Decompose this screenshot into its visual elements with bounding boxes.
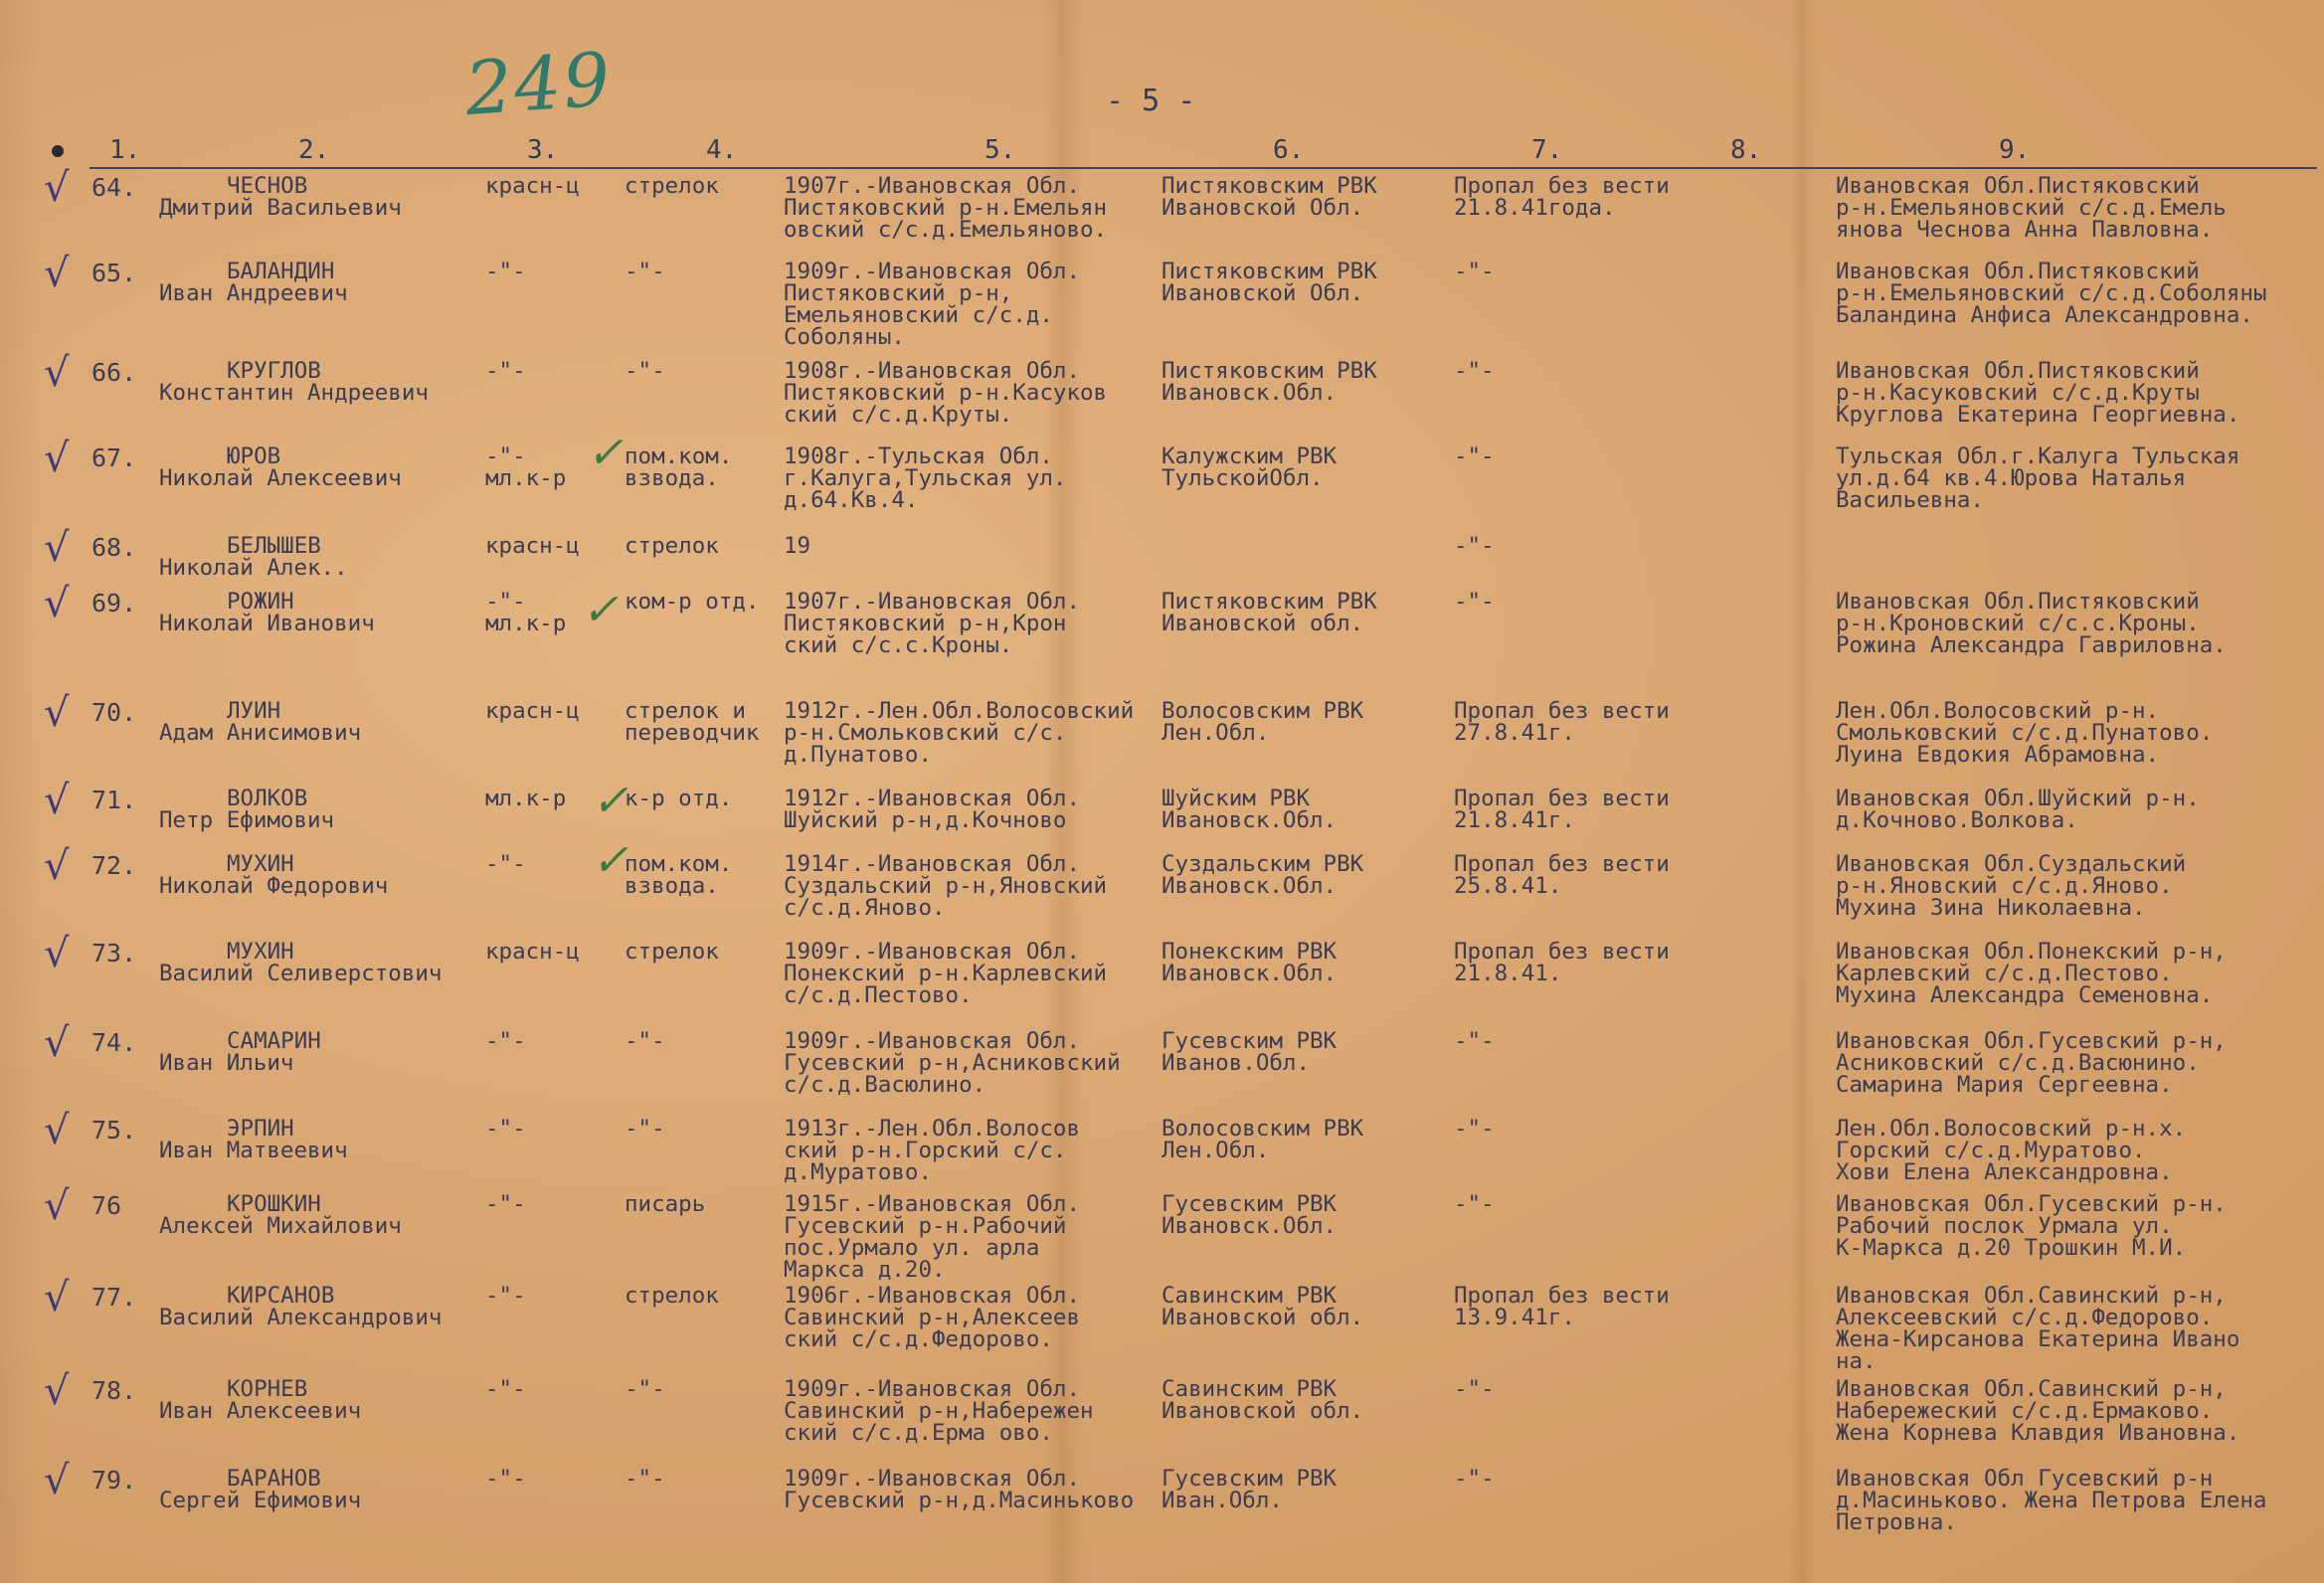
record-name xyxy=(159,941,442,984)
record-draft-office: Понекским РВК Ивановск.Обл. xyxy=(1162,939,1338,986)
handwritten-check-mark: √ xyxy=(44,1108,70,1153)
record-position: стрелок xyxy=(625,1283,719,1309)
record-name xyxy=(159,175,402,219)
record-position: ком-р отд. xyxy=(625,589,760,615)
record-given-names: Николай Алек.. xyxy=(159,555,348,581)
record-rank: красн-ц xyxy=(485,939,580,965)
record-rank: -"- мл.к-р xyxy=(485,589,567,636)
record-row xyxy=(0,1275,2324,1374)
record-rank: красн-ц xyxy=(485,533,580,559)
record-row xyxy=(0,1108,2324,1197)
record-fate: Пропал без вести 25.8.41. xyxy=(1454,851,1670,899)
record-number: 66. xyxy=(91,358,137,387)
col-header-7: 7. xyxy=(1531,135,1563,165)
record-given-names: Николай Иванович xyxy=(159,611,375,636)
record-birth-place: 1907г.-Ивановская Обл. Пистяковский р-н,Крон ский с/с.с.Кроны. xyxy=(784,589,1081,658)
record-name xyxy=(159,1118,348,1161)
record-rank: -"- xyxy=(485,1283,526,1309)
record-name xyxy=(159,1285,442,1328)
record-name xyxy=(159,853,388,897)
record-row xyxy=(0,1020,2324,1110)
handwritten-check-mark: √ xyxy=(44,165,70,211)
record-given-names: Иван Андреевич xyxy=(159,280,348,306)
record-birth-place: 1907г.-Ивановская Обл. Пистяковский р-н.Емельян овский с/с.д.Емельяново. xyxy=(784,173,1108,243)
record-number: 70. xyxy=(91,698,137,727)
record-given-names: Николай Алексеевич xyxy=(159,465,402,491)
record-surname: КРУГЛОВ xyxy=(227,358,321,384)
record-birth-place: 1912г.-Ивановская Обл. Шуйский р-н,д.Кочново xyxy=(784,786,1081,833)
record-position: -"- xyxy=(625,1466,665,1492)
record-fate: -"- xyxy=(1454,533,1495,559)
record-position: стрелок и переводчик xyxy=(625,698,760,746)
record-number: 64. xyxy=(91,173,137,202)
record-position: -"- xyxy=(625,1028,665,1054)
record-row xyxy=(0,251,2324,350)
col-header-5: 5. xyxy=(984,135,1016,165)
record-draft-office: Волосовским РВК Лен.Обл. xyxy=(1162,1116,1364,1163)
handwritten-check-mark: √ xyxy=(44,1368,70,1414)
record-name xyxy=(159,700,361,744)
handwritten-check-mark: √ xyxy=(44,778,70,823)
record-number: 72. xyxy=(91,851,137,880)
archive-handwritten-number: 249 xyxy=(462,36,616,133)
record-number: 71. xyxy=(91,786,137,814)
record-fate: Пропал без вести 21.8.41г. xyxy=(1454,786,1670,833)
record-surname: ЭРПИН xyxy=(227,1116,294,1142)
record-rank: -"- xyxy=(485,1028,526,1054)
record-birth-place: 1909г.-Ивановская Обл. Гусевский р-н,Асниковский с/с.д.Васюлино. xyxy=(784,1028,1121,1098)
record-given-names: Сергей Ефимович xyxy=(159,1488,362,1513)
record-fate: Пропал без вести 13.9.41г. xyxy=(1454,1283,1670,1330)
record-given-names: Адам Анисимович xyxy=(159,720,362,746)
column-header-row xyxy=(89,135,2317,169)
record-rank: -"- xyxy=(485,259,526,284)
record-birth-place: 1908г.-Ивановская Обл. Пистяковский р-н.Касуков ский с/с.д.Круты. xyxy=(784,358,1108,428)
record-birth-place: 1909г.-Ивановская Обл. Понекский р-н.Карлевский с/с.д.Пестово. xyxy=(784,939,1108,1008)
record-row xyxy=(0,165,2324,255)
record-row xyxy=(0,690,2324,780)
col-header-9: 9. xyxy=(1999,135,2031,165)
record-draft-office: Шуйским РВК Ивановск.Обл. xyxy=(1162,786,1338,833)
record-birth-place: 1909г.-Ивановская Обл. Гусевский р-н,д.Масиньково xyxy=(784,1466,1135,1513)
record-position: -"- xyxy=(625,1116,665,1142)
record-relatives: Ивановская Обл Гусевский р-н д.Масиньково. Жена Петрова Елена Петровна. xyxy=(1836,1466,2267,1535)
record-draft-office: Савинским РВК Ивановской обл. xyxy=(1162,1376,1364,1424)
record-position: стрелок xyxy=(625,173,719,199)
col-header-6: 6. xyxy=(1273,135,1305,165)
record-fate: -"- xyxy=(1454,358,1495,384)
handwritten-check-mark: √ xyxy=(44,1275,70,1320)
record-position: стрелок xyxy=(625,533,719,559)
record-draft-office: Пистяковским РВК Ивановской Обл. xyxy=(1162,173,1377,221)
record-name xyxy=(159,1193,402,1237)
record-birth-place: 19 xyxy=(784,533,811,559)
record-rank: -"- xyxy=(485,358,526,384)
record-row xyxy=(0,581,2324,670)
handwritten-check-mark: √ xyxy=(44,1458,70,1503)
record-relatives: Ивановская Обл.Понекский р-н, Карлевский с/с.д.Пестово. Мухина Александра Семеновна. xyxy=(1836,939,2227,1008)
record-birth-place: 1909г.-Ивановская Обл. Пистяковский р-н, Емельяновский с/с.д. Соболяны. xyxy=(784,259,1081,350)
record-name xyxy=(159,261,348,304)
record-draft-office: Пистяковским РВК Ивановской Обл. xyxy=(1162,259,1377,306)
record-relatives: Ивановская Обл.Савинский р-н, Набережеский с/с.д.Ермаково. Жена Корнева Клавдия Ивановна. xyxy=(1836,1376,2240,1446)
record-fate: -"- xyxy=(1454,1191,1495,1217)
record-draft-office: Гусевским РВК Ивановск.Обл. xyxy=(1162,1191,1338,1239)
record-relatives: Ивановская Обл.Гусевский р-н, Асниковский с/с.д.Васюнино. Самарина Мария Сергеевна. xyxy=(1836,1028,2227,1098)
record-surname: МУХИН xyxy=(227,851,294,877)
record-row xyxy=(0,843,2324,933)
record-draft-office: Савинским РВК Ивановской обл. xyxy=(1162,1283,1364,1330)
handwritten-check-mark: √ xyxy=(44,581,70,626)
col-header-4: 4. xyxy=(706,135,738,165)
record-row xyxy=(0,1368,2324,1458)
record-relatives: Ивановская Обл.Гусевский р-н. Рабочий послок Урмала ул. К-Маркса д.20 Трошкин М.И. xyxy=(1836,1191,2227,1261)
record-number: 67. xyxy=(91,443,137,472)
handwritten-check-mark: √ xyxy=(44,350,70,396)
record-surname: МУХИН xyxy=(227,939,294,965)
record-birth-place: 1912г.-Лен.Обл.Волосовский р-н.Смольковский с/с. д.Пунатово. xyxy=(784,698,1135,768)
col-header-3: 3. xyxy=(527,135,559,165)
record-position: к-р отд. xyxy=(625,786,733,811)
record-rank: -"- xyxy=(485,851,526,877)
record-number: 73. xyxy=(91,939,137,967)
record-relatives: Лен.Обл.Волосовский р-н.х. Горский с/с.д.Муратово. Хови Елена Александровна. xyxy=(1836,1116,2187,1185)
record-birth-place: 1915г.-Ивановская Обл. Гусевский р-н.Рабочий пос.Урмало ул. арла Маркса д.20. xyxy=(784,1191,1081,1283)
record-row xyxy=(0,931,2324,1020)
record-number: 75. xyxy=(91,1116,137,1144)
record-relatives: Ивановская Обл.Пистяковский р-н.Касуковский с/с.д.Круты Круглова Екатерина Георгиевна. xyxy=(1836,358,2240,428)
record-rank: -"- мл.к-р xyxy=(485,443,567,491)
record-surname: КРОШКИН xyxy=(227,1191,321,1217)
record-given-names: Иван Ильич xyxy=(159,1050,294,1076)
record-name xyxy=(159,1030,321,1074)
record-name xyxy=(159,535,348,579)
record-relatives: Ивановская Обл.Шуйский р-н. д.Кочново.Волкова. xyxy=(1836,786,2200,833)
record-row xyxy=(0,1183,2324,1283)
handwritten-check-mark: √ xyxy=(44,525,70,571)
green-check-mark: ✓ xyxy=(582,585,619,635)
record-number: 78. xyxy=(91,1376,137,1405)
record-position: -"- xyxy=(625,358,665,384)
record-draft-office: Калужским РВК ТульскойОбл. xyxy=(1162,443,1338,491)
record-fate: -"- xyxy=(1454,443,1495,469)
record-birth-place: 1913г.-Лен.Обл.Волосов ский р-н.Горский с/с. д.Муратово. xyxy=(784,1116,1081,1185)
record-row xyxy=(0,1458,2324,1547)
record-name xyxy=(159,1378,361,1422)
record-surname: БЕЛЫШЕВ xyxy=(227,533,321,559)
record-fate: -"- xyxy=(1454,1116,1495,1142)
record-given-names: Дмитрий Васильевич xyxy=(159,195,402,221)
handwritten-check-mark: √ xyxy=(44,690,70,736)
record-surname: КИРСАНОВ xyxy=(227,1283,335,1309)
record-number: 65. xyxy=(91,259,137,287)
record-birth-place: 1914г.-Ивановская Обл. Суздальский р-н,Яновский с/с.д.Яново. xyxy=(784,851,1108,921)
record-position: писарь xyxy=(625,1191,706,1217)
green-check-mark: ✓ xyxy=(592,835,628,886)
green-check-mark: ✓ xyxy=(587,428,624,478)
handwritten-check-mark: √ xyxy=(44,1020,70,1066)
record-draft-office: Пистяковским РВК Ивановской обл. xyxy=(1162,589,1377,636)
record-birth-place: 1909г.-Ивановская Обл. Савинский р-н,Набережен ский с/с.д.Ерма ово. xyxy=(784,1376,1094,1446)
record-surname: ВОЛКОВ xyxy=(227,786,308,811)
record-surname: РОЖИН xyxy=(227,589,294,615)
record-name xyxy=(159,591,375,634)
handwritten-check-mark: √ xyxy=(44,436,70,481)
record-given-names: Василий Селиверстович xyxy=(159,961,443,986)
record-rank: -"- xyxy=(485,1116,526,1142)
record-fate: -"- xyxy=(1454,1466,1495,1492)
record-rank: мл.к-р xyxy=(485,786,567,811)
record-row xyxy=(0,350,2324,440)
handwritten-check-mark: √ xyxy=(44,1183,70,1229)
record-given-names: Василий Александрович xyxy=(159,1305,443,1330)
record-position: пом.ком. взвода. xyxy=(625,851,733,899)
record-given-names: Петр Ефимович xyxy=(159,807,335,833)
page-number: - 5 - xyxy=(1106,84,1196,118)
record-rank: -"- xyxy=(485,1376,526,1402)
record-draft-office: Пистяковским РВК Ивановск.Обл. xyxy=(1162,358,1377,406)
record-row xyxy=(0,436,2324,525)
handwritten-check-mark: √ xyxy=(44,843,70,889)
record-rank: -"- xyxy=(485,1466,526,1492)
record-number: 68. xyxy=(91,533,137,562)
record-relatives: Ивановская Обл.Пистяковский р-н.Емельяновский с/с.д.Соболяны Баландина Анфиса Александровна. xyxy=(1836,259,2267,328)
record-draft-office: Гусевским РВК Иван.Обл. xyxy=(1162,1466,1338,1513)
record-draft-office: Гусевским РВК Иванов.Обл. xyxy=(1162,1028,1338,1076)
record-number: 74. xyxy=(91,1028,137,1057)
record-position: пом.ком. взвода. xyxy=(625,443,733,491)
record-draft-office: Суздальским РВК Ивановск.Обл. xyxy=(1162,851,1364,899)
record-number: 76 xyxy=(91,1191,122,1220)
record-surname: ЧЕСНОВ xyxy=(227,173,308,199)
record-rank: красн-ц xyxy=(485,698,580,724)
record-fate: -"- xyxy=(1454,589,1495,615)
record-position: -"- xyxy=(625,1376,665,1402)
record-relatives: Ивановская Обл.Пистяковский р-н.Емельяновский с/с.д.Емель янова Чеснова Анна Павловна. xyxy=(1836,173,2227,243)
record-rank: красн-ц xyxy=(485,173,580,199)
record-draft-office: Волосовским РВК Лен.Обл. xyxy=(1162,698,1364,746)
col-header-1: 1. xyxy=(109,135,141,165)
record-name xyxy=(159,360,429,404)
record-relatives: Лен.Обл.Волосовский р-н. Смольковский с/с.д.Пунатово. Луина Евдокия Абрамовна. xyxy=(1836,698,2214,768)
record-relatives: Ивановская Обл.Савинский р-н, Алексеевский с/с.д.Федорово. Жена-Кирсанова Екатерина Ивано на. xyxy=(1836,1283,2240,1374)
col-header-2: 2. xyxy=(298,135,330,165)
record-position: -"- xyxy=(625,259,665,284)
record-given-names: Николай Федорович xyxy=(159,873,389,899)
record-surname: САМАРИН xyxy=(227,1028,321,1054)
record-relatives: Тульская Обл.г.Калуга Тульская ул.д.64 кв.4.Юрова Наталья Васильевна. xyxy=(1836,443,2240,513)
record-position: стрелок xyxy=(625,939,719,965)
record-name xyxy=(159,1468,361,1511)
record-surname: БАЛАНДИН xyxy=(227,259,335,284)
green-check-mark: ✓ xyxy=(592,776,628,826)
record-surname: БАРАНОВ xyxy=(227,1466,321,1492)
record-name xyxy=(159,788,334,831)
record-relatives: Ивановская Обл.Пистяковский р-н.Кроновский с/с.с.Кроны. Рожина Александра Гавриловна. xyxy=(1836,589,2227,658)
record-number: 79. xyxy=(91,1466,137,1495)
record-given-names: Иван Матвеевич xyxy=(159,1138,348,1163)
record-fate: Пропал без вести 21.8.41. xyxy=(1454,939,1670,986)
record-name xyxy=(159,445,402,489)
record-fate: -"- xyxy=(1454,1028,1495,1054)
record-surname: КОРНЕВ xyxy=(227,1376,308,1402)
record-rank: -"- xyxy=(485,1191,526,1217)
record-relatives: Ивановская Обл.Суздальский р-н.Яновский с/с.д.Яново. Мухина Зина Николаевна. xyxy=(1836,851,2187,921)
record-fate: Пропал без вести 27.8.41г. xyxy=(1454,698,1670,746)
record-number: 69. xyxy=(91,589,137,617)
record-given-names: Алексей Михайлович xyxy=(159,1213,402,1239)
record-given-names: Константин Андреевич xyxy=(159,380,429,406)
punch-mark xyxy=(52,145,64,157)
record-birth-place: 1906г.-Ивановская Обл. Савинский р-н,Алексеев ский с/с.д.Федорово. xyxy=(784,1283,1081,1352)
record-fate: -"- xyxy=(1454,259,1495,284)
record-given-names: Иван Алексеевич xyxy=(159,1398,362,1424)
record-number: 77. xyxy=(91,1283,137,1312)
handwritten-check-mark: √ xyxy=(44,251,70,296)
record-fate: -"- xyxy=(1454,1376,1495,1402)
record-birth-place: 1908г.-Тульская Обл. г.Калуга,Тульская ул. д.64.Кв.4. xyxy=(784,443,1067,513)
col-header-8: 8. xyxy=(1730,135,1762,165)
record-surname: ЛУИН xyxy=(227,698,281,724)
record-fate: Пропал без вести 21.8.41года. xyxy=(1454,173,1670,221)
handwritten-check-mark: √ xyxy=(44,931,70,976)
record-surname: ЮРОВ xyxy=(227,443,281,469)
